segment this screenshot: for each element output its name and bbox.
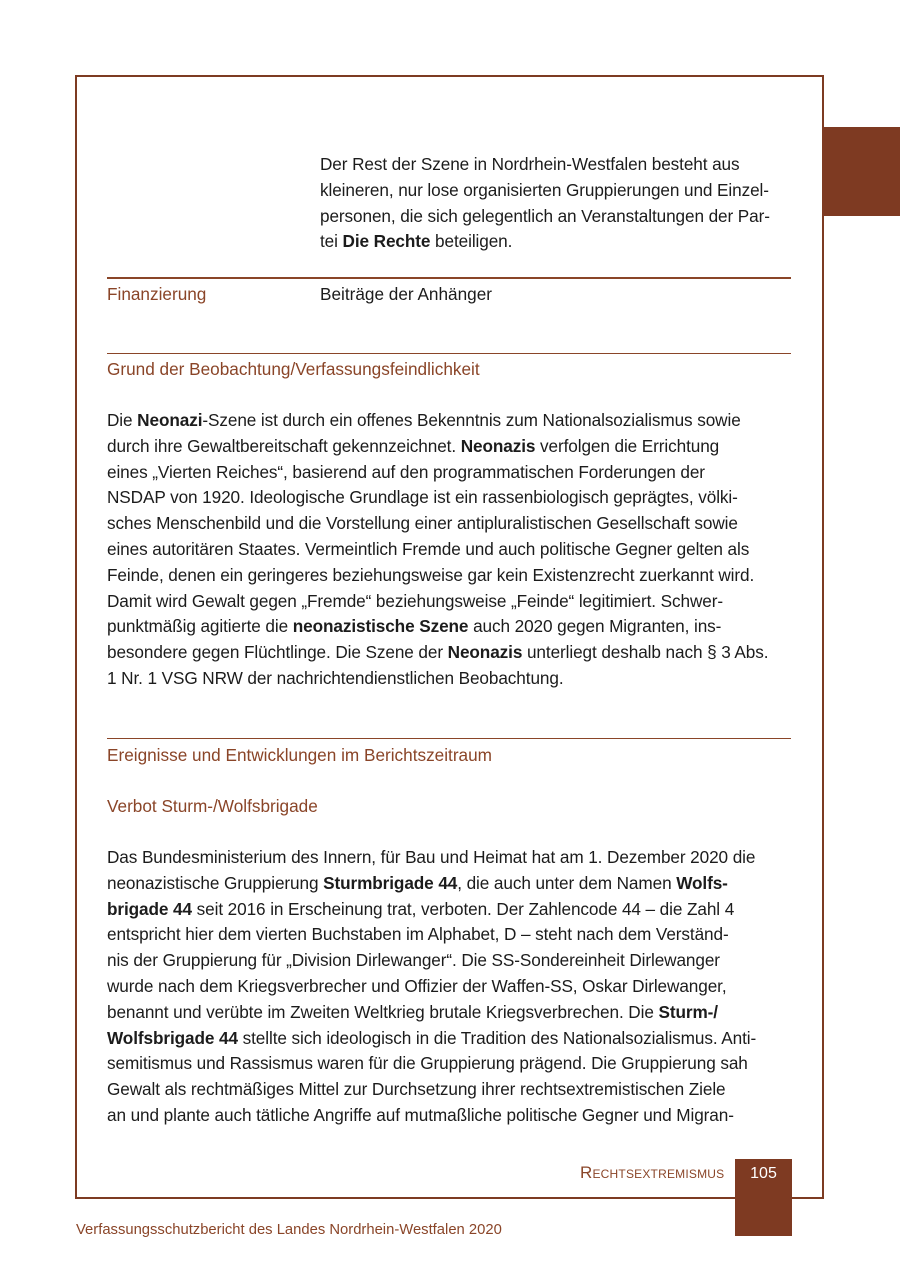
footer-title: Verfassungsschutzbericht des Landes Nordrhein-Westfalen 2020 [76,1222,502,1238]
section-divider [107,738,791,739]
section-divider [107,277,791,279]
financing-value: Beiträge der Anhänger [320,284,493,304]
chapter-tab-marker [823,127,900,216]
section-heading-events: Ereignisse und Entwicklungen im Berichtszeitraum [107,745,492,765]
subheading-verbot: Verbot Sturm-/Wolfsbrigade [107,796,318,816]
page-number-box [735,1159,792,1236]
section-heading-grounds: Grund der Beobachtung/Verfassungsfeindlichkeit [107,359,480,379]
grounds-paragraph: Die Neonazi-Szene ist durch ein offenes Bekenntnis zum Nationalsozialismus sowie durch ihre Gewaltbereitschaft gekennzeichnet. Neonazis verfolgen die Errichtung eines „Vierten Reiches“, basierend auf den programmatischen Forderungen der NSDAP von 1920. Ideologische Grundlage ist ein rassenbiologisch geprägtes, völki- sches Menschenbild und die Vorstellung einer antipluralistischen Gesellschaft sowie eines autoritären Staates. Vermeintlich Fremde und auch politische Gegner gelten als Feinde, denen ein geringeres beziehungsweise gar kein Existenzrecht zuerkannt wird. Damit wird Gewalt gegen „Fremde“ beziehungsweise „Feinde“ legitimiert. Schwer- punktmäßig agitierte die neonazistische Szene auch 2020 gegen Migranten, ins- besondere gegen Flüchtlinge. Die Szene der Neonazis unterliegt deshalb nach § 3 Abs. 1 Nr. 1 VSG NRW der nachrichtendienstlichen Beobachtung. [107,410,769,688]
section-divider [107,353,791,354]
page-number: 105 [750,1165,777,1182]
events-paragraph: Das Bundesministerium des Innern, für Bau und Heimat hat am 1. Dezember 2020 die neonazistische Gruppierung Sturmbrigade 44, die auch unter dem Namen Wolfs- brigade 44 seit 2016 in Erscheinung trat, verboten. Der Zahlencode 44 – die Zahl 4 entspricht hier dem vierten Buchstaben im Alphabet, D – steht nach dem Verständ- nis der Gruppierung für „Division Dirlewanger“. Die SS-Sondereinheit Dirlewanger wurde nach dem Kriegsverbrecher und Offizier der Waffen-SS, Oskar Dirlewanger, benannt und verübte im Zweiten Weltkrieg brutale Kriegsverbrechen. Die Sturm-/ Wolfsbrigade 44 stellte sich ideologisch in die Tradition des Nationalsozialismus. Anti- semitismus und Rassismus waren für die Gruppierung prägend. Die Gruppierung sah Gewalt als rechtmäßiges Mittel zur Durchsetzung ihrer rechtsextremistischen Ziele an und plante auch tätliche Angriffe auf mutmaßliche politische Gegner und Migran- [107,847,757,1125]
running-head: Rechtsextremismus [580,1163,725,1182]
financing-label: Finanzierung [107,284,207,304]
intro-paragraph: Der Rest der Szene in Nordrhein-Westfalen besteht aus kleineren, nur lose organisierten Gruppierungen und Einzel- personen, die sich gelegentlich an Veranstaltungen der Par- tei Die Rechte beteiligen. [320,154,770,252]
emphasis-die-rechte: Die Rechte [342,231,431,252]
